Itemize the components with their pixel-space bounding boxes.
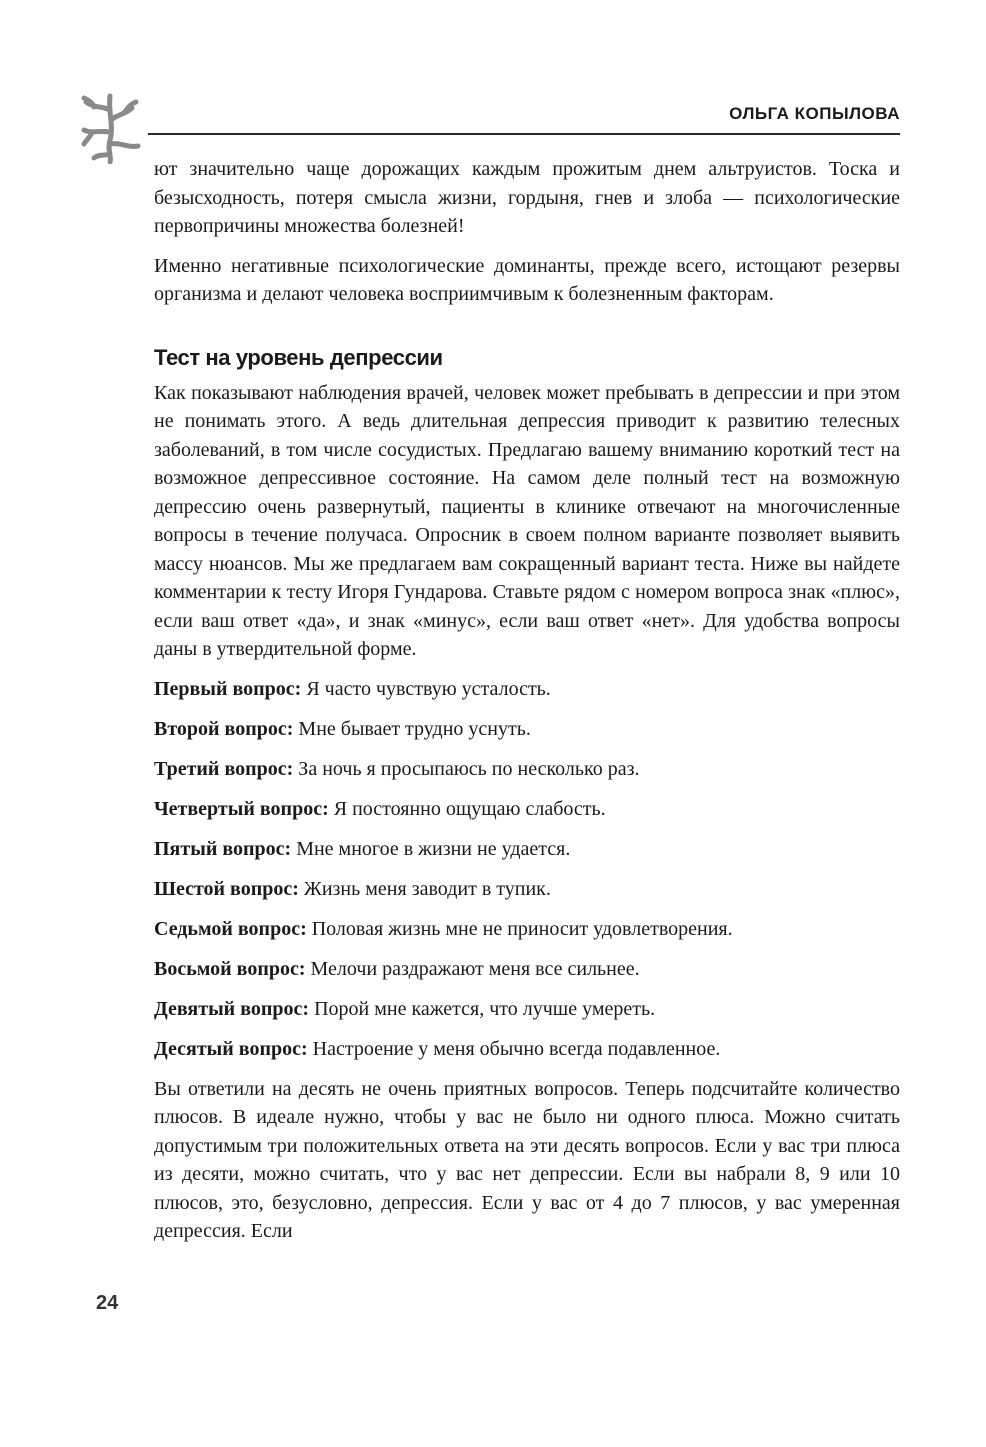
question-label: Десятый вопрос: (154, 1037, 308, 1060)
question-text: Я постоянно ощущаю слабость. (328, 797, 606, 820)
question-item (154, 795, 900, 824)
question-item (154, 715, 900, 744)
question-item (154, 995, 900, 1024)
question-text: Половая жизнь мне не приносит удовлетворения. (306, 917, 733, 940)
question-label: Пятый вопрос: (154, 837, 292, 860)
question-label: Восьмой вопрос: (154, 957, 306, 980)
question-label: Третий вопрос: (154, 757, 294, 780)
question-label: Второй вопрос: (154, 717, 294, 740)
question-label: Девятый вопрос: (154, 997, 310, 1020)
page-content (154, 155, 900, 1246)
question-text: Порой мне кажется, что лучше умереть. (309, 997, 656, 1020)
question-item (154, 675, 900, 704)
question-text: Жизнь меня заводит в тупик. (298, 877, 551, 900)
question-text: Мелочи раздражают меня все сильнее. (305, 957, 640, 980)
intro-paragraph-1: ют значительно чаще дорожащих каждым прожитым днем альтруистов. Тоска и безысходность, потеря смысла жизни, гордыня, гнев и злоба — психологические первопричины множества болезней! (154, 158, 900, 237)
question-item (154, 955, 900, 984)
question-label: Седьмой вопрос: (154, 917, 307, 940)
question-text: Мне бывает трудно уснуть. (293, 717, 531, 740)
question-text: Мне многое в жизни не удается. (291, 837, 571, 860)
question-item (154, 835, 900, 864)
header-divider (148, 133, 900, 135)
question-label: Шестой вопрос: (154, 877, 299, 900)
question-text: Настроение у меня обычно всегда подавленное. (307, 1037, 721, 1060)
question-label: Четвертый вопрос: (154, 797, 329, 820)
page-number: 24 (96, 1292, 119, 1314)
section-intro-paragraph: Как показывают наблюдения врачей, человек может пребывать в депрессии и при этом не понимать этого. А ведь длительная депрессия приводит к развитию телесных заболеваний, в том числе сосудистых. Предлагаю вашему вниманию короткий тест на возможное депрессивное состояние. На самом деле полный тест на возможную депрессию очень развернутый, пациенты в клинике отвечают на многочисленные вопросы в течение получаса. Опросник в своем полном варианте позволяет выявить массу нюансов. Мы же предлагаем вам сокращенный вариант теста. Ниже вы найдете комментарии к тесту Игоря Гундарова. Ставьте рядом с номером вопроса знак «плюс», если ваш ответ «да», и знак «минус», если ваш ответ «нет». Для удобства вопросы даны в утвердительной форме. (154, 381, 900, 660)
author-name: ОЛЬГА КОПЫЛОВА (729, 104, 900, 123)
question-list (154, 675, 900, 1064)
question-text: Я часто чувствую усталость. (301, 677, 551, 700)
question-item (154, 1035, 900, 1064)
question-item (154, 755, 900, 784)
question-item (154, 875, 900, 904)
branch-ornament-icon (80, 92, 142, 164)
closing-paragraph: Вы ответили на десять не очень приятных вопросов. Теперь подсчитайте количество плюсов. В идеале нужно, чтобы у вас не было ни одного плюса. Можно считать допустимым три положительных ответа на эти десять вопросов. Если у вас три плюса из десяти, можно считать, что у вас нет депрессии. Если вы набрали 8, 9 или 10 плюсов, это, безусловно, депрессия. Если у вас от 4 до 7 плюсов, у вас умеренная депрессия. Если (154, 1077, 900, 1242)
question-label: Первый вопрос: (154, 677, 302, 700)
section-heading: Тест на уровень депрессии (154, 344, 443, 370)
question-item (154, 915, 900, 944)
question-text: За ночь я просыпаюсь по несколько раз. (293, 757, 640, 780)
intro-paragraph-2: Именно негативные психологические доминанты, прежде всего, истощают резервы организма и делают человека восприимчивым к болезненным факторам. (154, 254, 900, 305)
